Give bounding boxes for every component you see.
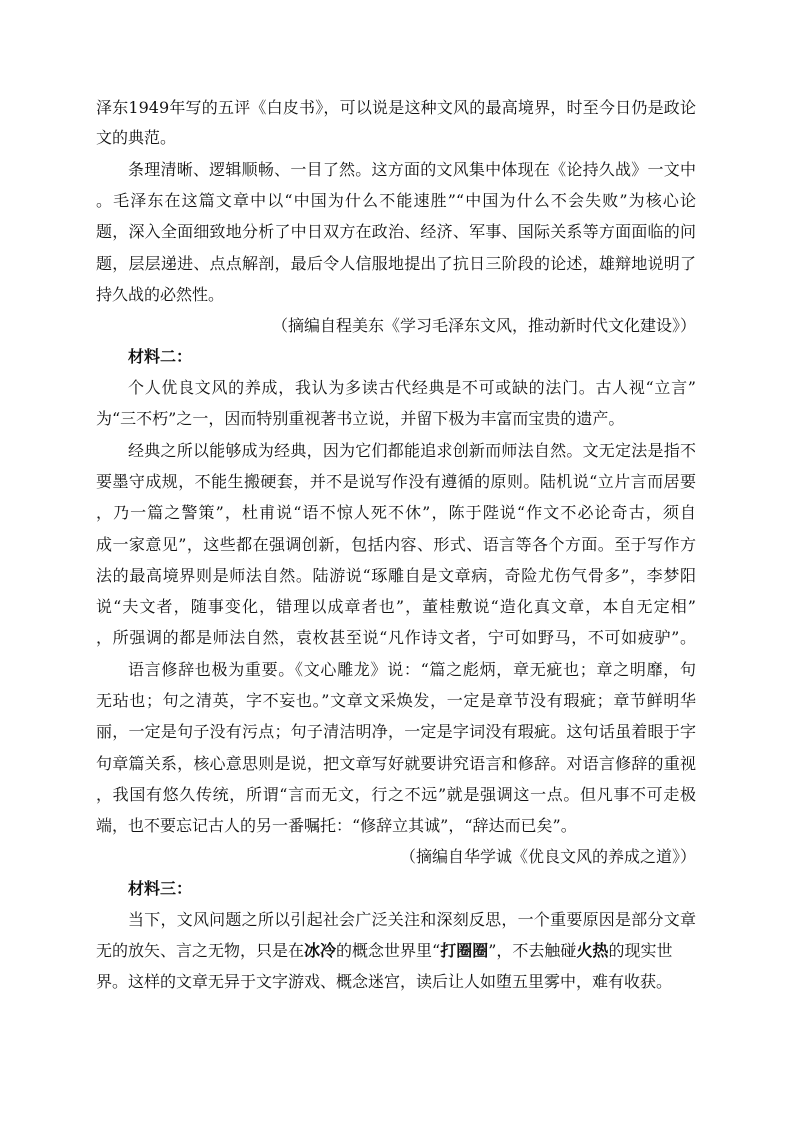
paragraph-line: 要墨守成规，不能生搬硬套，并不是说写作没有遵循的原则。陆机说“立片言而居要	[96, 472, 696, 491]
section-heading-material-2: 材料二：	[128, 347, 193, 366]
paragraph-line: 。毛泽东在这篇文章中以“中国为什么不能速胜”“中国为什么不会失败”为核心论	[96, 191, 696, 210]
paragraph-line: 条理清晰、逻辑顺畅、一目了然。这方面的文风集中体现在《论持久战》一文中	[128, 160, 696, 179]
paragraph-line: 成一家意见”，这些都在强调创新，包括内容、形式、语言等各个方面。至于写作方	[96, 535, 696, 554]
paragraph-line: 文的典范。	[96, 128, 177, 147]
paragraph-line: 经典之所以能够成为经典，因为它们都能追求创新而师法自然。文无定法是指不	[128, 441, 696, 460]
text-run: 的现实世	[608, 941, 673, 960]
text-run: 的概念世界里“	[336, 941, 441, 960]
paragraph-line: 个人优良文风的养成，我认为多读古代经典是不可或缺的法门。古人视“立言”	[128, 378, 696, 397]
paragraph-line: 题，深入全面细致地分析了中日双方在政治、经济、军事、国际关系等方面面临的问	[96, 222, 696, 241]
paragraph-line: 持久战的必然性。	[96, 285, 225, 304]
paragraph-line: 界。这样的文章无异于文字游戏、概念迷宫，读后让人如堕五里雾中，难有收获。	[96, 972, 673, 991]
paragraph-line: 当下，文风问题之所以引起社会广泛关注和深刻反思，一个重要原因是部分文章	[128, 910, 696, 929]
text-run: ”，不去触碰	[488, 941, 577, 960]
paragraph-line: ，所强调的都是师法自然，袁枚甚至说“凡作诗文者，宁可如野马，不可如疲驴”。	[96, 628, 696, 647]
paragraph-line: 泽东1949年写的五评《白皮书》，可以说是这种文风的最高境界，时至今日仍是政论	[96, 98, 696, 117]
source-citation: （摘编自程美东《学习毛泽东文风，推动新时代文化建设》）	[271, 316, 696, 335]
paragraph-line: 说“夫文者，随事变化，错理以成章者也”，董桂敷说“造化真文章，本自无定相”	[96, 597, 696, 616]
section-heading-material-3: 材料三：	[128, 879, 193, 898]
paragraph-line: 端，也不要忘记古人的另一番嘱托：“修辞立其诚”，“辞达而已矣”。	[96, 816, 577, 835]
bold-text: 冰冷	[304, 941, 337, 960]
paragraph-line: 句章篇关系，核心意思则是说，把文章写好就要讲究语言和修辞。对语言修辞的重视	[96, 754, 696, 773]
paragraph-line: 为“三不朽”之一，因而特别重视著书立说，并留下极为丰富而宝贵的遗产。	[96, 409, 625, 428]
source-citation: （摘编自华学诚《优良文风的养成之道》）	[399, 847, 696, 866]
paragraph-line: 丽，一定是句子没有污点；句子清洁明净，一定是字词没有瑕疵。这句话虽着眼于字	[96, 722, 696, 741]
paragraph-line: ，我国有悠久传统，所谓“言而无文，行之不远”就是强调这一点。但凡事不可走极	[96, 785, 696, 804]
text-run: 无的放矢、言之无物，只是在	[96, 941, 305, 960]
bold-text: 火热	[576, 941, 609, 960]
paragraph-line: 题，层层递进、点点解剖，最后令人信服地提出了抗日三阶段的论述，雄辩地说明了	[96, 254, 696, 273]
paragraph-line: 无玷也；句之清英，字不妄也。”文章文采焕发，一定是章节没有瑕疵；章节鲜明华	[96, 691, 696, 710]
paragraph-line: 语言修辞也极为重要。《文心雕龙》说：“篇之彪炳，章无疵也；章之明靡，句	[128, 660, 696, 679]
bold-text: 打圈圈	[440, 941, 489, 960]
paragraph-line: ，乃一篇之警策”，杜甫说“语不惊人死不休”，陈于陛说“作文不必论奇古，须自	[96, 503, 696, 522]
paragraph-line: 法的最高境界则是师法自然。陆游说“琢雕自是文章病，奇险尤伤气骨多”，李梦阳	[96, 566, 696, 585]
paragraph-line-emphasis	[96, 941, 696, 961]
